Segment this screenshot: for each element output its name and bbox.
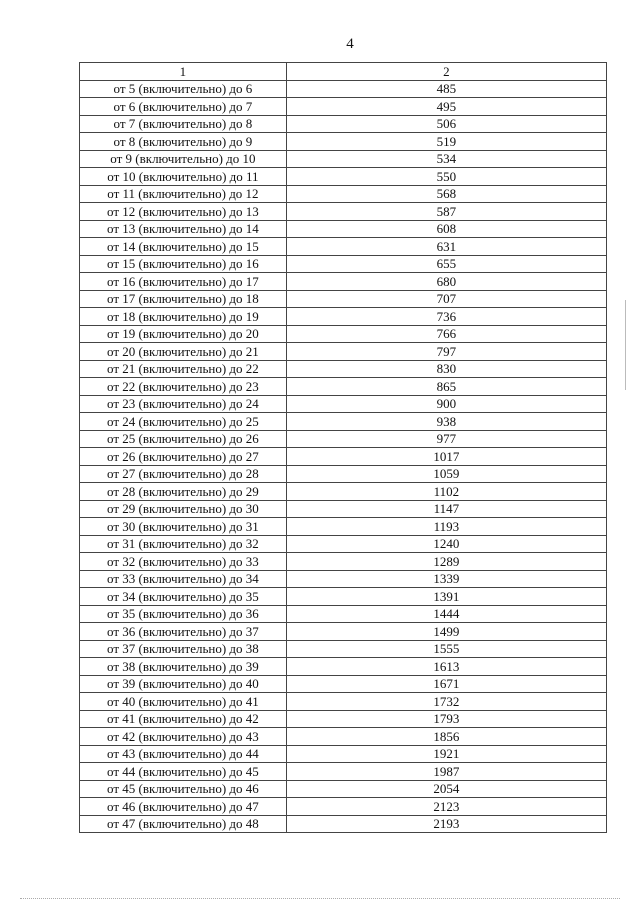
table-row (80, 605, 607, 623)
table-row (80, 570, 607, 588)
range-cell: от 12 (включительно) до 13 (80, 203, 287, 221)
table-row (80, 395, 607, 413)
range-cell: от 9 (включительно) до 10 (80, 150, 287, 168)
value-cell: 1732 (286, 693, 606, 711)
range-cell: от 17 (включительно) до 18 (80, 290, 287, 308)
table-row (80, 500, 607, 518)
range-cell: от 37 (включительно) до 38 (80, 640, 287, 658)
table-row (80, 710, 607, 728)
table-row (80, 675, 607, 693)
value-cell: 680 (286, 273, 606, 291)
table-row (80, 430, 607, 448)
value-cell: 1555 (286, 640, 606, 658)
value-cell: 534 (286, 150, 606, 168)
table-row (80, 763, 607, 781)
range-cell: от 44 (включительно) до 45 (80, 763, 287, 781)
table-row (80, 483, 607, 501)
table-row (80, 255, 607, 273)
value-cell: 1147 (286, 500, 606, 518)
range-cell: от 10 (включительно) до 11 (80, 168, 287, 186)
table-row (80, 238, 607, 256)
range-cell: от 35 (включительно) до 36 (80, 605, 287, 623)
value-cell: 1856 (286, 728, 606, 746)
table-row (80, 745, 607, 763)
table-row (80, 290, 607, 308)
table-row (80, 98, 607, 116)
table-row (80, 378, 607, 396)
value-cell: 1059 (286, 465, 606, 483)
range-cell: от 27 (включительно) до 28 (80, 465, 287, 483)
range-cell: от 20 (включительно) до 21 (80, 343, 287, 361)
table-row (80, 623, 607, 641)
column-header-1: 1 (80, 63, 287, 81)
value-cell: 485 (286, 80, 606, 98)
scan-edge-mark (623, 300, 626, 390)
table-header-row (80, 63, 607, 81)
table-row (80, 588, 607, 606)
scan-bottom-mark (20, 894, 620, 899)
range-cell: от 34 (включительно) до 35 (80, 588, 287, 606)
value-cell: 766 (286, 325, 606, 343)
table-row (80, 815, 607, 833)
value-cell: 1613 (286, 658, 606, 676)
value-cell: 1499 (286, 623, 606, 641)
range-cell: от 29 (включительно) до 30 (80, 500, 287, 518)
table-row (80, 273, 607, 291)
range-cell: от 46 (включительно) до 47 (80, 798, 287, 816)
range-cell: от 47 (включительно) до 48 (80, 815, 287, 833)
table-row (80, 518, 607, 536)
value-cell: 797 (286, 343, 606, 361)
range-cell: от 11 (включительно) до 12 (80, 185, 287, 203)
value-cell: 1240 (286, 535, 606, 553)
table-row (80, 553, 607, 571)
table-row (80, 465, 607, 483)
range-cell: от 22 (включительно) до 23 (80, 378, 287, 396)
table-row (80, 413, 607, 431)
value-cell: 938 (286, 413, 606, 431)
table-row (80, 115, 607, 133)
range-cell: от 31 (включительно) до 32 (80, 535, 287, 553)
table-row (80, 658, 607, 676)
page-number: 4 (346, 36, 354, 52)
value-cell: 1193 (286, 518, 606, 536)
value-cell: 1289 (286, 553, 606, 571)
range-cell: от 28 (включительно) до 29 (80, 483, 287, 501)
table-row (80, 80, 607, 98)
value-cell: 655 (286, 255, 606, 273)
value-cell: 1921 (286, 745, 606, 763)
value-cell: 830 (286, 360, 606, 378)
range-cell: от 39 (включительно) до 40 (80, 675, 287, 693)
range-cell: от 8 (включительно) до 9 (80, 133, 287, 151)
table-row (80, 798, 607, 816)
range-cell: от 6 (включительно) до 7 (80, 98, 287, 116)
range-cell: от 25 (включительно) до 26 (80, 430, 287, 448)
table-row (80, 150, 607, 168)
range-cell: от 14 (включительно) до 15 (80, 238, 287, 256)
value-cell: 495 (286, 98, 606, 116)
value-cell: 736 (286, 308, 606, 326)
range-cell: от 7 (включительно) до 8 (80, 115, 287, 133)
value-cell: 1987 (286, 763, 606, 781)
value-cell: 550 (286, 168, 606, 186)
value-cell: 1391 (286, 588, 606, 606)
value-cell: 608 (286, 220, 606, 238)
value-cell: 707 (286, 290, 606, 308)
range-cell: от 18 (включительно) до 19 (80, 308, 287, 326)
value-cell: 1793 (286, 710, 606, 728)
value-cell: 506 (286, 115, 606, 133)
table-row (80, 448, 607, 466)
table-row (80, 220, 607, 238)
value-cell: 977 (286, 430, 606, 448)
range-cell: от 45 (включительно) до 46 (80, 780, 287, 798)
table-row (80, 780, 607, 798)
range-cell: от 23 (включительно) до 24 (80, 395, 287, 413)
value-cell: 2054 (286, 780, 606, 798)
range-cell: от 26 (включительно) до 27 (80, 448, 287, 466)
table-row (80, 203, 607, 221)
range-cell: от 30 (включительно) до 31 (80, 518, 287, 536)
table-row (80, 185, 607, 203)
table-row (80, 343, 607, 361)
range-cell: от 32 (включительно) до 33 (80, 553, 287, 571)
range-cell: от 40 (включительно) до 41 (80, 693, 287, 711)
value-cell: 2123 (286, 798, 606, 816)
table-row (80, 728, 607, 746)
table-row (80, 133, 607, 151)
range-cell: от 42 (включительно) до 43 (80, 728, 287, 746)
table-body (80, 80, 607, 833)
data-table (79, 62, 607, 833)
range-cell: от 36 (включительно) до 37 (80, 623, 287, 641)
range-cell: от 15 (включительно) до 16 (80, 255, 287, 273)
table-row (80, 640, 607, 658)
value-cell: 1339 (286, 570, 606, 588)
range-cell: от 13 (включительно) до 14 (80, 220, 287, 238)
table-row (80, 535, 607, 553)
range-cell: от 41 (включительно) до 42 (80, 710, 287, 728)
value-cell: 568 (286, 185, 606, 203)
value-cell: 2193 (286, 815, 606, 833)
value-cell: 587 (286, 203, 606, 221)
range-cell: от 43 (включительно) до 44 (80, 745, 287, 763)
value-cell: 1102 (286, 483, 606, 501)
value-cell: 900 (286, 395, 606, 413)
range-cell: от 33 (включительно) до 34 (80, 570, 287, 588)
range-cell: от 19 (включительно) до 20 (80, 325, 287, 343)
table-row (80, 308, 607, 326)
range-cell: от 21 (включительно) до 22 (80, 360, 287, 378)
value-cell: 865 (286, 378, 606, 396)
value-cell: 1671 (286, 675, 606, 693)
range-cell: от 38 (включительно) до 39 (80, 658, 287, 676)
table-row (80, 325, 607, 343)
table-row (80, 693, 607, 711)
table-row (80, 360, 607, 378)
value-cell: 631 (286, 238, 606, 256)
column-header-2: 2 (286, 63, 606, 81)
range-cell: от 16 (включительно) до 17 (80, 273, 287, 291)
value-cell: 1017 (286, 448, 606, 466)
value-cell: 1444 (286, 605, 606, 623)
value-cell: 519 (286, 133, 606, 151)
range-cell: от 5 (включительно) до 6 (80, 80, 287, 98)
table-row (80, 168, 607, 186)
range-cell: от 24 (включительно) до 25 (80, 413, 287, 431)
